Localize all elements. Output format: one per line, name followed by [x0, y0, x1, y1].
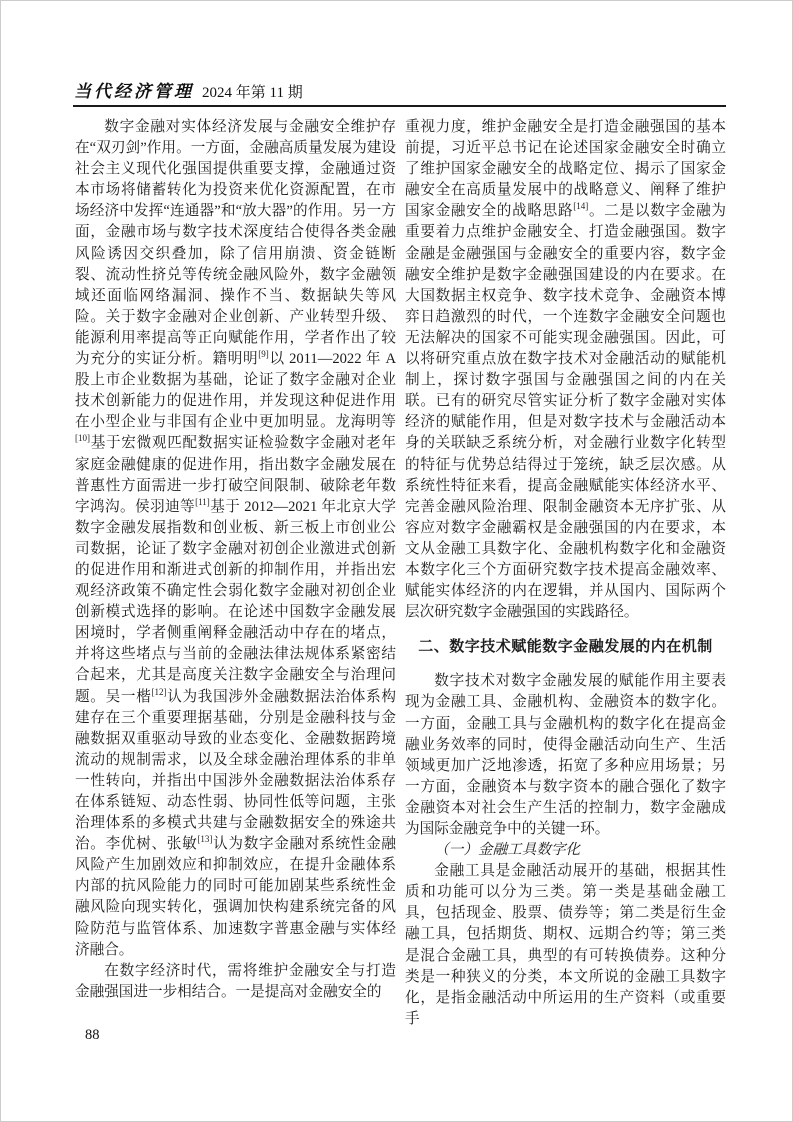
paragraph-financial-security: 重视力度，维护金融安全是打造金融强国的基本前提，习近平总书记在论述国家金融安全时确立了维护国家金融安全的战略定位、揭示了国家金融安全在高质量发展中的战略意义、阐释了维护国家金融安全的战略思路[14]。二是以数字金融为重要着力点维护金融安全、打造金融强国。数字金融是金融强国与金融安全的重要内容，数字金融安全维护是数字金融强国建设的内在要求。在大国数据主权竞争、数字技术竞争、金融资本博弈日趋激烈的时代，一个连数字金融安全问题也无法解决的国家不可能实现金融强国。因此，可以将研究重点放在数字技术对金融活动的赋能机制上，探讨数字强国与金融强国之间的内在关联。已有的研究尽管实证分析了数字金融对实体经济的赋能作用，但是对数字技术与金融活动本身的关联缺乏系统分析，对金融行业数字化转型的特征与优势总结得过于笼统，缺乏层次感。从系统性特征来看，提高金融赋能实体经济水平、完善金融风险治理、限制金融资本无序扩张、从容应对数字金融霸权是金融强国的内在要求，本文从金融工具数字化、金融机构数字化和金融资本数字化三个方面研究数字技术提高金融效率、赋能实体经济的内在逻辑，并从国内、国际两个层次研究数字金融强国的实践路径。 — [405, 119, 726, 621]
column-left — [75, 117, 396, 1003]
paragraph-digital-economy-intro: 在数字经济时代，需将维护金融安全与打造金融强国进一步相结合。一是提高对金融安全的 — [75, 962, 396, 1000]
journal-title: 当代经济管理 — [74, 82, 194, 101]
paragraph-financial-instruments: 金融工具是金融活动展开的基础，根据其性质和功能可以分为三类。第一类是基础金融工具，包括现金、股票、债券等；第二类是衍生金融工具，包括期货、期权、远期合约等；第三类是混合金融工具，典型的有可转换债券。这种分类是一种狭义的分类，本文所说的金融工具数字化，是指金融活动中所运用的生产资料（或重要手 — [405, 863, 726, 1027]
issue-label: 2024 年第 11 期 — [202, 85, 303, 101]
section-heading-2: 二、数字技术赋能数字金融发展的内在机制 — [418, 639, 713, 656]
column-right — [405, 117, 726, 1030]
sub-heading-financial-instruments: （一）金融工具数字化 — [434, 842, 581, 859]
page-header — [74, 77, 726, 102]
page-number: 88 — [85, 1027, 100, 1043]
header-rule — [73, 105, 726, 107]
paragraph-empowerment-mechanism: 数字技术对数字金融发展的赋能作用主要表现为金融工具、金融机构、金融资本的数字化。一方面，金融工具与金融机构的数字化在提高金融业务效率的同时，使得金融活动向生产、生活领域更加广泛地渗透，拓宽了多种应用场景；另一方面，金融资本与数字资本的融合强化了数字金融资本对社会生产生活的控制力，数字金融成为国际金融竞争中的关键一环。 — [405, 673, 726, 837]
paragraph-literature-review: 数字金融对实体经济发展与金融安全维护存在“双刃剑”作用。一方面，金融高质量发展为建设社会主义现代化强国提供重要支撑，金融通过资本市场将储蓄转化为投资来优化资源配置，在市场经济中发挥“连通器”和“放大器”的作用。另一方面，金融市场与数字技术深度结合使得各类金融风险诱因交织叠加，除了信用崩溃、资金链断裂、流动性挤兑等传统金融风险外，数字金融领域还面临网络漏洞、操作不当、数据缺失等风险。关于数字金融对企业创新、产业转型升级、能源利用率提高等正向赋能作用，学者作出了较为充分的实证分析。籍明明[9]以 2011—2022 年 A 股上市企业数据为基础，论证了数字金融对企业技术创新能力的促进作用，并发现这种促进作用在小型企业与非国有企业中更加明显。龙海明等[10]基于宏微观匹配数据实证检验数字金融对老年家庭金融健康的促进作用，指出数字金融发展在普惠性方面需进一步打破空间限制、破除老年数字鸿沟。侯羽迪等[11]基于 2012—2021 年北京大学数字金融发展指数和创业板、新三板上市创业公司数据，论证了数字金融对初创企业激进式创新的促进作用和渐进式创新的抑制作用，并指出宏观经济政策不确定性会弱化数字金融对初创企业创新模式选择的影响。在论述中国数字金融发展困境时，学者侧重阐释金融活动中存在的堵点，并将这些堵点与当前的金融法律法规体系紧密结合起来，尤其是高度关注数字金融安全与治理问题。吴一楷[12]认为我国涉外金融数据法治体系构建存在三个重要理据基础，分别是金融科技与金融数据双重驱动导致的业态变化、金融数据跨境流动的规制需求，以及全球金融治理体系的非单一性转向，并指出中国涉外金融数据法治体系存在体系链短、动态性弱、协同性低等问题，主张治理体系的多模式共建与金融数据安全的殊途共治。李优树、张敏[13]认为数字金融对系统性金融风险产生加剧效应和抑制效应，在提升金融体系内部的抗风险能力的同时可能加剧某些系统性金融风险向现实转化，强调加快构建系统完备的风险防范与监管体系、加速数字普惠金融与实体经济融合。 — [75, 119, 396, 958]
